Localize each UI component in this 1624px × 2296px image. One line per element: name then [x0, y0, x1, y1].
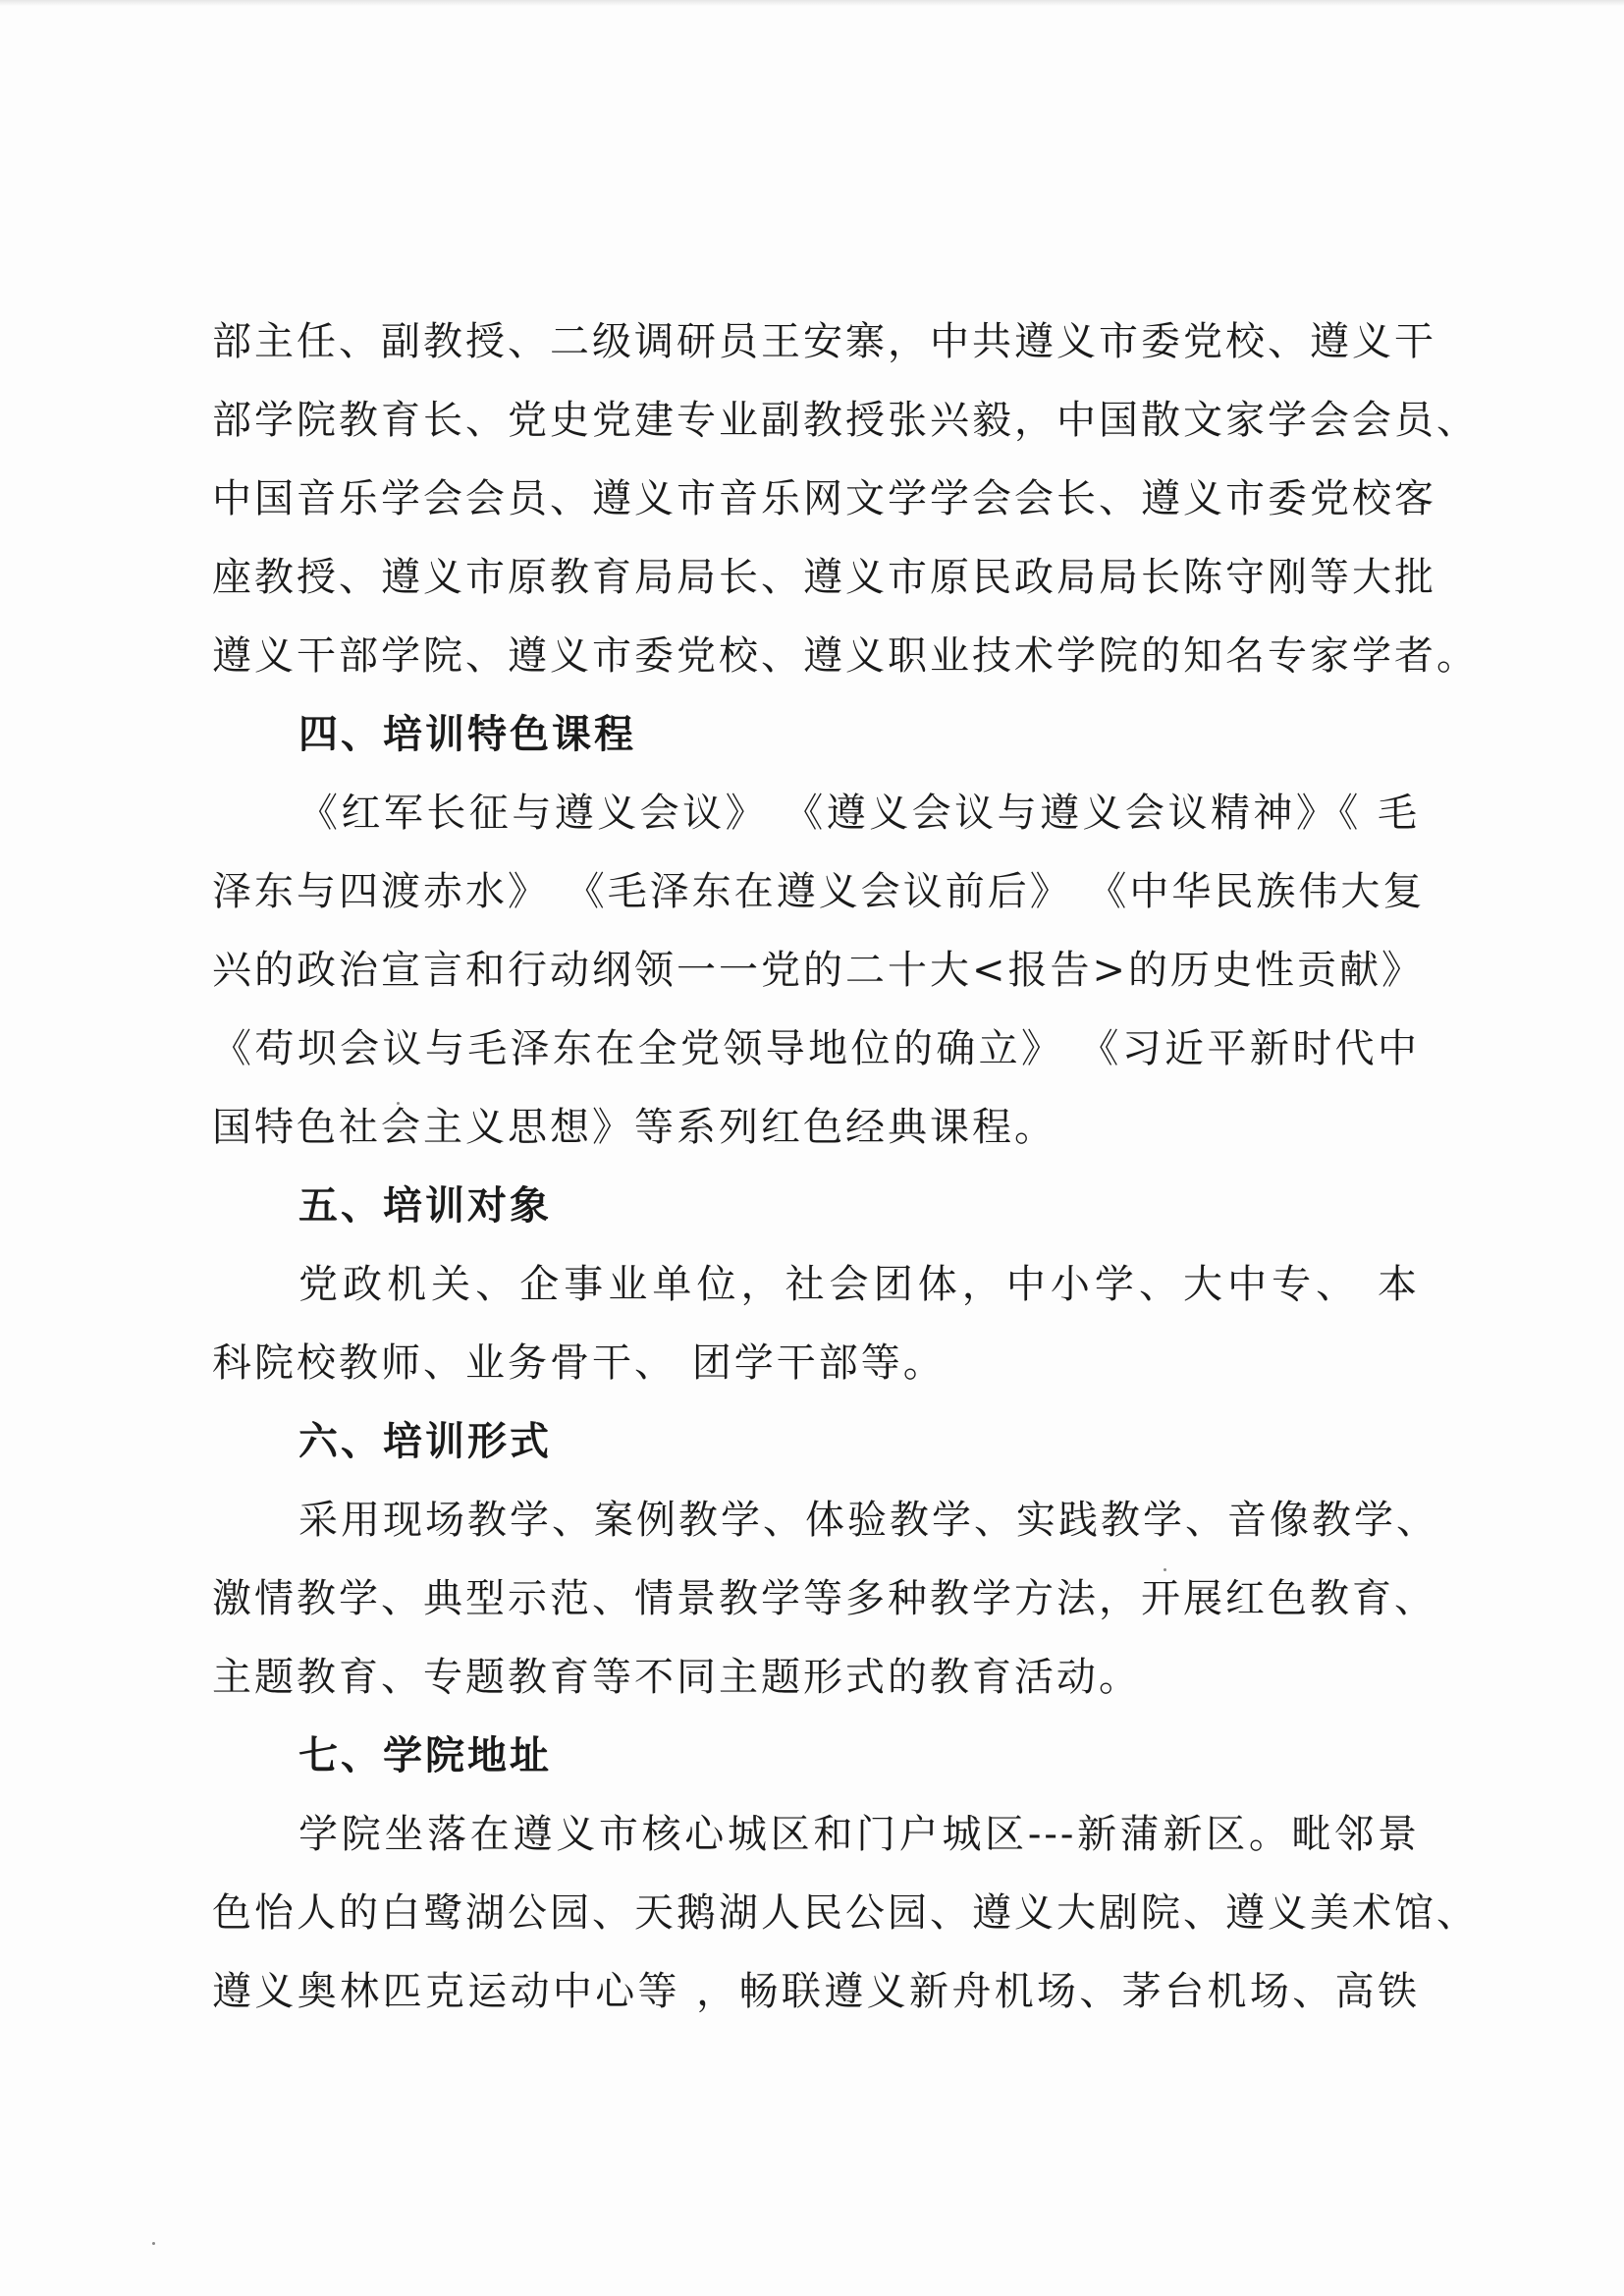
- text-line: 遵义干部学院、遵义市委党校、遵义职业技术学院的知名专家学者。: [212, 633, 1479, 679]
- text-line: 座教授、遵义市原教育局局长、遵义市原民政局局长陈守刚等大批: [212, 555, 1436, 600]
- text-line: 泽东与四渡赤水》 《毛泽东在遵义会议前后》 《中华民族伟大复: [212, 869, 1426, 914]
- text-line: 部主任、副教授、二级调研员王安寨，中共遵义市委党校、遵义干: [212, 319, 1436, 364]
- text-line: 国特色社会主义思想》等系列红色经典课程。: [212, 1105, 1056, 1150]
- section-heading: 六、培训形式: [298, 1418, 552, 1464]
- section-training-forms: [212, 1402, 1438, 1717]
- scan-speck: [152, 2242, 155, 2245]
- section-heading: 五、培训对象: [298, 1182, 552, 1229]
- paragraph-faculty: [212, 302, 1479, 695]
- section-heading: 七、学院地址: [298, 1732, 552, 1778]
- text-line: 部学院教育长、党史党建专业副教授张兴毅，中国散文家学会会员、: [212, 398, 1479, 443]
- text-line: 色怡人的白鹭湖公园、天鹅湖人民公园、遵义大剧院、遵义美术馆、: [212, 1890, 1479, 1936]
- text-line: 遵义奥林匹克运动中心等 ，畅联遵义新舟机场、茅台机场、高铁: [212, 1969, 1420, 2014]
- document-body: [212, 302, 1479, 2031]
- section-heading: 四、培训特色课程: [298, 711, 636, 757]
- text-line: 《苟坝会议与毛泽东在全党领导地位的确立》 《习近平新时代中: [212, 1026, 1420, 1071]
- scan-top-edge: [0, 0, 1624, 6]
- text-line: 学院坐落在遵义市核心城区和门户城区---新蒲新区。毗邻景: [298, 1812, 1420, 1857]
- text-line: 采用现场教学、案例教学、体验教学、实践教学、音像教学、: [298, 1498, 1438, 1543]
- text-line: 主题教育、专题教育等不同主题形式的教育活动。: [212, 1655, 1141, 1700]
- section-characteristic-courses: [212, 695, 1426, 1167]
- text-line: 激情教学、典型示范、情景教学等多种教学方法，开展红色教育、: [212, 1576, 1436, 1621]
- scan-speck: [397, 1102, 400, 1105]
- section-training-targets: [212, 1167, 1420, 1402]
- text-line: 中国音乐学会会员、遵义市音乐网文学学会会长、遵义市委党校客: [212, 476, 1436, 521]
- text-line: 党政机关、企事业单位，社会团体，中小学、大中专、 本: [298, 1262, 1420, 1307]
- section-college-address: [212, 1717, 1479, 2031]
- text-line: 科院校教师、业务骨干、 团学干部等。: [212, 1340, 946, 1386]
- text-line: 《红军长征与遵义会议》 《遵义会议与遵义会议精神》《 毛: [298, 791, 1420, 836]
- text-line: 兴的政治宣言和行动纲领一一党的二十大<报告>的历史性贡献》: [212, 948, 1425, 993]
- scan-speck: [1164, 1568, 1166, 1571]
